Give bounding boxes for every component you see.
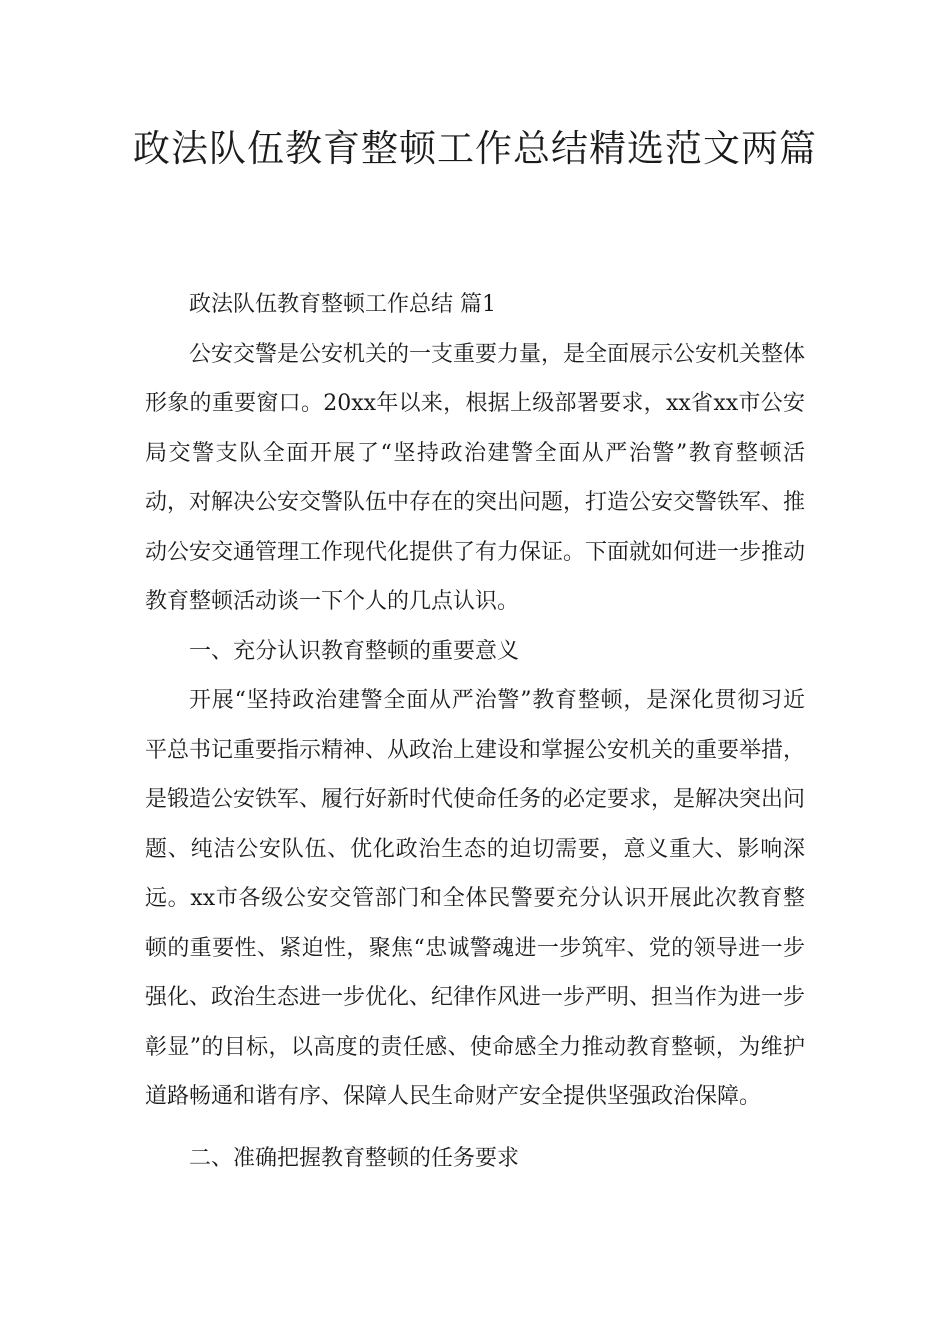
section-subtitle: 政法队伍教育整顿工作总结 篇1 [189, 292, 496, 317]
paragraph-significance: 开展“坚持政治建警全面从严治警”教育整顿，是深化贯彻习近平总书记重要指示精神、从政治上建设和掌握公安机关的重要举措，是锻造公安铁军、履行好新时代使命任务的必定要求，是解决突出问题、纯洁公安队伍、优化政治生态的迫切需要，意义重大、影响深远。xx市各级公安交管部门和全体民警要充分认识开展此次教育整顿的重要性、紧迫性，聚焦“忠诚警魂进一步筑牢、党的领导进一步强化、政治生态进一步优化、纪律作风进一步严明、担当作为进一步彰显”的目标，以高度的责任感、使命感全力推动教育整顿，为维护道路畅通和谐有序、保障人民生命财产安全提供坚强政治保障。 [145, 688, 806, 1109]
document-title: 政法队伍教育整顿工作总结精选范文两篇 [133, 127, 817, 170]
spacer [145, 1122, 805, 1134]
document-body [145, 280, 805, 1183]
heading-significance: 一、充分认识教育整顿的重要意义 [189, 638, 520, 664]
heading-task-requirements: 二、准确把握教育整顿的任务要求 [189, 1145, 520, 1171]
paragraph-intro: 公安交警是公安机关的一支重要力量，是全面展示公安机关整体形象的重要窗口。20xx年以来，根据上级部署要求，xx省xx市公安局交警支队全面开展了“坚持政治建警全面从严治警”教育整顿活动，对解决公安交警队伍中存在的突出问题，打造公安交警铁军、推动公安交通管理工作现代化提供了有力保证。下面就如何进一步推动教育整顿活动谈一下个人的几点认识。 [145, 341, 806, 614]
